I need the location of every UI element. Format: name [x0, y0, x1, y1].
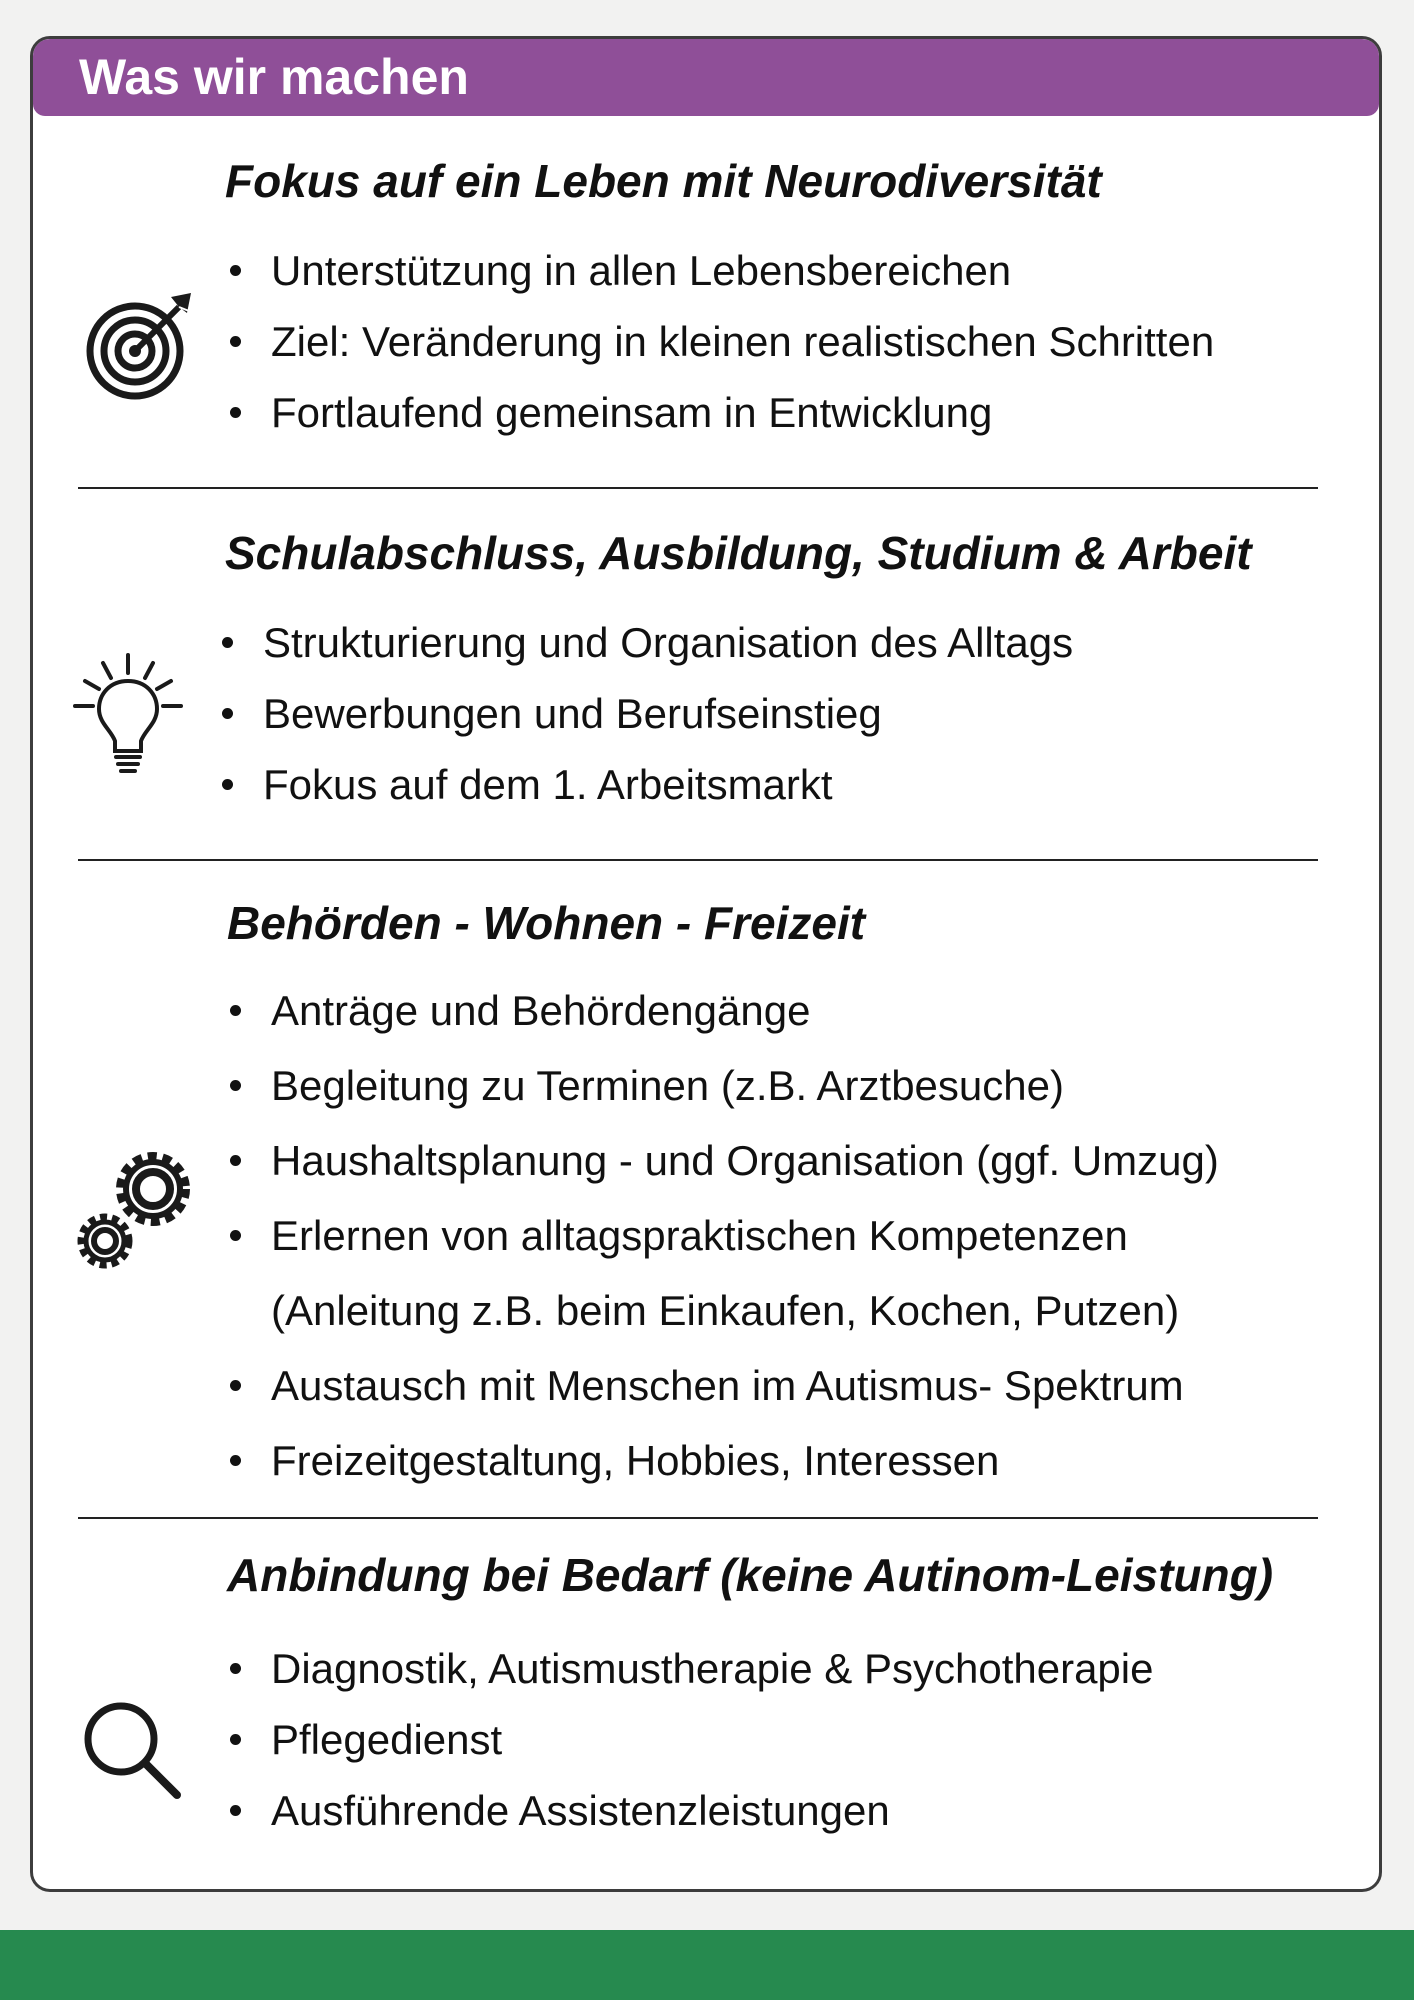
list-item: Begleitung zu Terminen (z.B. Arztbesuche) — [225, 1048, 1219, 1123]
section-heading: Anbindung bei Bedarf (keine Autinom-Leistung) — [227, 1549, 1274, 1601]
target-icon — [83, 289, 195, 406]
section-list — [225, 973, 1219, 1498]
list-item: Bewerbungen und Berufseinstieg — [217, 678, 1073, 749]
list-item: Ziel: Veränderung in kleinen realistischen Schritten — [225, 306, 1214, 377]
section-list — [217, 607, 1073, 820]
magnifier-icon — [81, 1699, 185, 1808]
section-heading: Behörden - Wohnen - Freizeit — [227, 897, 866, 949]
divider — [78, 1517, 1318, 1519]
card-title: Was wir machen — [79, 49, 469, 105]
lightbulb-icon — [73, 651, 183, 786]
list-item: Austausch mit Menschen im Autismus- Spektrum — [225, 1348, 1219, 1423]
list-item: Erlernen von alltagspraktischen Kompetenzen — [225, 1198, 1219, 1273]
list-item: Strukturierung und Organisation des Alltags — [217, 607, 1073, 678]
list-item: Ausführende Assistenzleistungen — [225, 1775, 1153, 1846]
list-item: Unterstützung in allen Lebensbereichen — [225, 235, 1214, 306]
list-item: Fortlaufend gemeinsam in Entwicklung — [225, 377, 1214, 448]
list-item: Anträge und Behördengänge — [225, 973, 1219, 1048]
section-list — [225, 1633, 1153, 1846]
divider — [78, 859, 1318, 861]
list-item: Freizeitgestaltung, Hobbies, Interessen — [225, 1423, 1219, 1498]
services-card — [30, 36, 1382, 1892]
card-header — [33, 39, 1379, 116]
list-item-continuation: (Anleitung z.B. beim Einkaufen, Kochen, Putzen) — [271, 1287, 1180, 1334]
footer-band — [0, 1930, 1414, 2000]
list-item: Haushaltsplanung - und Organisation (ggf. Umzug) — [225, 1123, 1219, 1198]
list-item: Diagnostik, Autismustherapie & Psychotherapie — [225, 1633, 1153, 1704]
section-heading: Fokus auf ein Leben mit Neurodiversität — [225, 155, 1102, 207]
list-item: Fokus auf dem 1. Arbeitsmarkt — [217, 749, 1073, 820]
section-heading: Schulabschluss, Ausbildung, Studium & Arbeit — [225, 527, 1252, 579]
gears-icon — [75, 1147, 201, 1280]
section-list — [225, 235, 1214, 448]
list-item: Pflegedienst — [225, 1704, 1153, 1775]
divider — [78, 487, 1318, 489]
